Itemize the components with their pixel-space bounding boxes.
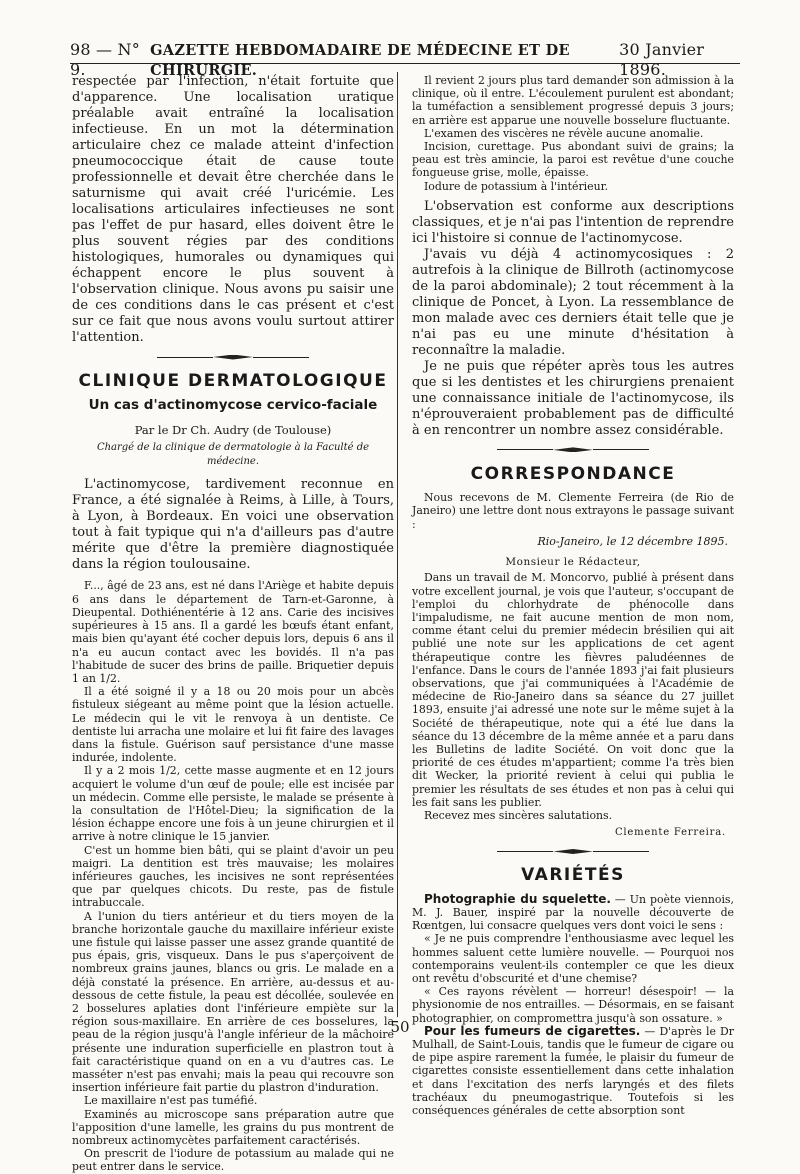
varietes-item-photo (412, 893, 734, 933)
item-text: — Un poète viennois, M. J. Bauer, inspiré par la nouvelle découverte de Rœntgen, lui consacre quelques vers dont voici le sens : (412, 892, 734, 933)
right-column (412, 74, 734, 1117)
paragraph: Il revient 2 jours plus tard demander son admission à la clinique, où il entre. L'écoulement purulent est abondant; la tuméfaction a sensiblement progressé depuis 3 jours; en arrière est apparue une nouvelle bosselure fluctuante. (412, 74, 734, 127)
article-title: Un cas d'actinomycose cervico-faciale (88, 397, 378, 414)
left-column (72, 74, 394, 1174)
paragraph: Je ne puis que répéter après tous les autres que si les dentistes et les chirurgiens prenaient une connaissance initiale de l'actinomycose, ils n'éprouveraient probablement pas de difficulté à en rencontrer un nombre assez considérable. (412, 358, 734, 438)
paragraph: Le maxillaire n'est pas tuméfié. (84, 1094, 258, 1108)
letter-dateline: Rio-Janeiro, le 12 décembre 1895. (537, 534, 728, 548)
header-rule (70, 63, 740, 64)
item-text: — D'après le Dr Mulhall, de Saint-Louis, tandis que le fumeur de cigare ou de pipe aspire rarement la fumée, le plaisir du fumeur de cigarettes consiste essentiellement dans cette inhalation et dans l'excitation des nerfs laryngés et des filets trachéaux du pneumogastrique. Toutefois si les conséquences générales de cette absorption sont (412, 1024, 735, 1118)
section-title-varietes: VARIÉTÉS (521, 865, 625, 886)
paragraph: Il y a 2 mois 1/2, cette masse augmente et en 12 jours acquiert le volume d'un œuf de poule; elle est incisée par un médecin. Comme elle persiste, le malade se présente à la consultation de l'Hôtel-Dieu; la signification de la lésion échappe encore une fois à un jeune chirurgien et il arrive à notre clinique le 15 janvier. (72, 764, 395, 844)
correspondence-intro: Nous recevons de M. Clemente Ferreira (de Rio de Janeiro) une lettre dont nous extrayons le passage suivant : (412, 491, 734, 531)
column-divider (397, 72, 398, 1017)
paragraph: C'est un homme bien bâti, qui se plaint d'avoir un peu maigri. La dentition est très mauvaise; les molaires inférieures gauches, les incisives ne sont représentées que par quelques chicots. Du reste, pas de fistule intrabuccale. (72, 843, 394, 910)
item-heading: Photographie du squelette. (424, 891, 611, 906)
paragraph: Incision, curettage. Pus abondant suivi de grains; la peau est très amincie, la paroi est revêtue d'une couche fongueuse grise, molle, épaisse. (412, 140, 734, 180)
paragraph: Il a été soigné il y a 18 ou 20 mois pour un abcès fistuleux siégeant au même point que la lésion actuelle. Le médecin qui le vit le renvoya à un dentiste. Ce dentiste lui arracha une molaire et lui fit faire des lavages dans la fistule. Guérison sauf persistance d'une masse indurée, indolente. (72, 685, 394, 765)
journal-title: GAZETTE HEBDOMADAIRE DE MÉDECINE ET DE CHIRURGIE. (150, 42, 570, 79)
section-title-clinique: CLINIQUE DERMATOLOGIQUE (78, 371, 388, 391)
paragraph: L'examen des viscères ne révèle aucune anomalie. (424, 126, 704, 140)
paragraph: A l'union du tiers antérieur et du tiers moyen de la branche horizontale gauche du maxillaire inférieur existe une fistule qui laisse passer une assez grande quantité de pus épais, gris, visqueux. Dans le pus s'aperçoivent de nombreux grains jaunes, blancs ou gris. Le malade en a déjà constaté la présence. En arrière, au-dessus et au-dessous de cette fistule, la peau est décollée, soulevée en 2 bosselures aplaties dont l'inférieure empiète sur la région sous-maxillaire. En arrière de ces bosselures, la peau de la région jusqu'à l'angle inférieur de la mâchoire présente une induration superficielle en plastron tout à fait caractéristique quand on en a vu d'autres cas. Le masséter n'est pas envahi; mais la peau qui recouvre son insertion inférieure fait partie du plastron d'induration. (72, 909, 394, 1095)
paragraph: Iodure de potassium à l'intérieur. (424, 179, 609, 193)
page-issue: 98 — N° 9. (70, 40, 140, 79)
page-number: 50 (390, 1018, 410, 1036)
ornament-separator (412, 439, 734, 461)
paragraph: F..., âgé de 23 ans, est né dans l'Ariège et habite depuis 6 ans dans le département de Tarn-et-Garonne, à Dieupental. Dothiénentérie à 12 ans. Carie des incisives supérieures à 15 ans. Il a gardé les bœufs étant enfant, mais bien qu'ayant été cocher depuis lors, depuis 6 ans il n'a eu aucun contact avec les bovidés. Il n'a pas l'habitude de sucer des brins de paille. Briquetier depuis 1 an 1/2. (72, 579, 394, 685)
paragraph: J'avais vu déjà 4 actinomycosiques : 2 autrefois à la clinique de Billroth (actinomycose de la paroi abdominale); 2 tout récemment à la clinique de Poncet, à Lyon. La ressemblance de mon malade avec ces derniers était telle que je n'ai pas eu une minute d'hésitation à reconnaître la maladie. (412, 246, 734, 358)
paragraph: On prescrit de l'iodure de potassium au malade qui ne peut entrer dans le service. (72, 1147, 394, 1174)
varietes-item-smoking (412, 1025, 734, 1117)
ornament-separator (72, 346, 394, 368)
ornament-separator (412, 840, 734, 862)
quotation: « Ces rayons révèlent — horreur! désespoir! — la physionomie de nos entrailles. — Désormais, en se faisant photographier, on compromettra jusqu'à son ossature. » (412, 985, 734, 1025)
letter-signature: Clemente Ferreira. (614, 827, 726, 839)
letter-body: Dans un travail de M. Moncorvo, publié à présent dans votre excellent journal, je vois que l'auteur, s'occupant de l'emploi du chlorhydrate de phénocolle dans l'impaludisme, ne fait aucune mention de mon nom, comme étant celui du premier médecin brésilien qui ait publié une note sur les applications de cet agent thérapeutique contre les fièvres paludéennes de l'enfance. Dans le cours de l'année 1893 j'ai fait plusieurs observations, que j'ai communiquées à l'Académie de médecine de Rio-Janeiro dans sa séance du 27 juillet 1893, ensuite j'ai adressé une note sur le même sujet à la Société de thérapeutique, note qui a été lue dans la séance du 13 décembre de la même année et a paru dans les Bulletins de ladite Société. On voit donc que la priorité de ces études m'appartient; comme l'a très bien dit Wecker, la priorité revient à celui qui publia le premier les résultats de ses études et non pas à celui qui les fait sans les publier. (412, 571, 734, 809)
section-title-correspondance: CORRESPONDANCE (470, 463, 676, 484)
letter-salutation: Monsieur le Rédacteur, (505, 556, 641, 569)
letter-closing: Recevez mes sincères salutations. (424, 808, 613, 822)
issue-date: 30 Janvier 1896. (619, 40, 705, 79)
affiliation: Chargé de la clinique de dermatologie à la Faculté de médecine. (96, 441, 370, 468)
intro-paragraph: respectée par l'infection, n'était fortuite que d'apparence. Une localisation uratique préalable avait entraîné la localisation infectieuse. En un mot la détermination articulaire chez ce malade atteint d'infection pneumococcique était de cause toute professionnelle et devait être cherchée dans le saturnisme qui avait créé l'uricémie. Les localisations articulaires infectieuses ne sont pas l'effet de pur hasard, elles doivent être le plus souvent régies par des conditions histologiques, humorales ou dynamiques qui échappent encore le plus souvent à l'observation clinique. Nous avons pu saisir une de ces conditions dans le cas présent et c'est sur ce fait que nous avons voulu surtout attirer l'attention. (72, 74, 394, 345)
byline: Par le Dr Ch. Audry (de Toulouse) (134, 422, 332, 437)
paragraph: Examinés au microscope sans préparation autre que l'apposition d'une lamelle, les grains du pus montrent de nombreux actinomycètes parfaitement caractérisés. (72, 1107, 394, 1148)
paragraph: L'actinomycose, tardivement reconnue en France, a été signalée à Reims, à Lille, à Tours, à Lyon, à Bordeaux. En voici une observation tout à fait typique qui n'a d'ailleurs pas d'autre mérite que d'être la première diagnostiquée dans la région toulousaine. (72, 477, 394, 573)
item-heading: Pour les fumeurs de cigarettes. (424, 1023, 641, 1038)
quotation: « Je ne puis comprendre l'enthousiasme avec lequel les hommes saluent cette lumière nouvelle. — Pourquoi nos contemporains veulent-ils contempler ce que les dieux ont revêtu d'obscurité et d'une chemise? (412, 932, 734, 985)
paragraph: L'observation est conforme aux descriptions classiques, et je n'ai pas l'intention de reprendre ici l'histoire si connue de l'actinomycose. (412, 198, 734, 246)
